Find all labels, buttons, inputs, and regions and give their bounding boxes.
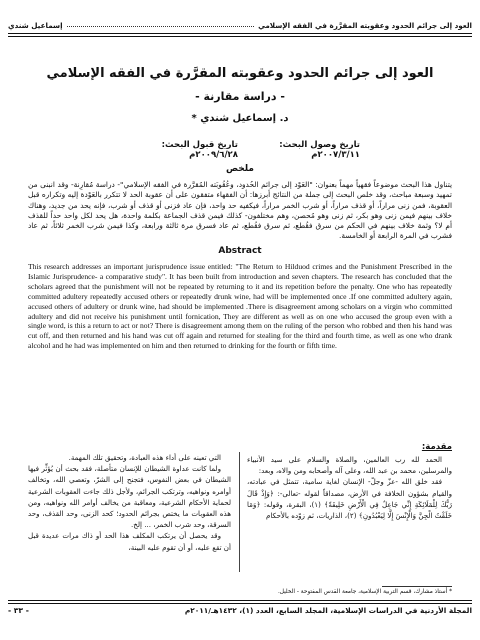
intro-right-column	[247, 440, 452, 521]
journal-name: المجلة الأردنية في الدراسات الإسلامية، المجلد السابع، العدد (١)، ١٤٣٢هـ/٢٠١١م	[184, 605, 472, 615]
intro-paragraph: الحمد لله رب العالمين، والصلاة والسلام على سيد الأنبياء والمرسلين، محمد بن عبد الله، وعلى آله وأصحابه ومن والاه، وبعد:	[247, 455, 452, 476]
running-header	[8, 14, 472, 30]
intro-heading: مقدمة:	[421, 442, 452, 452]
header-rule	[8, 33, 472, 34]
english-abstract-text: This research addresses an important jurisprudence issue entitled: "The Return to Hilduod crimes and the Punishment Prescribed in the Islamic Jurisprudence- a comparative study". It has been built from introduction and seven chapters. The research has concluded that the scholars agreed that the punishment will not be repeated by returning to it and its repetition before the penalty. One who has repeatedly committed adultery repeatedly accused others or repeatedly drunk wine, had will be implemented once .If one committed adultery again, accused others of adultery or drunk wine, had should be implemented .There is disagreement among scholars on a virgin who committed adultery and did not receive his punishment until fornication, They are different as well as on one who accused the group even with a single word, is this a return to act or not? There is disagreement among them on the ruling of the person who robbed and then his hand was cut off, and then returned and his hand was cut off again and returned for stealing for the third and fourth time, as well as one who drank alcohol and he had was implemented on him and then returned to drinking for the fourth or fifth time.	[28, 262, 452, 351]
intro-left-column	[28, 452, 231, 553]
received-date: تاريخ وصول البحث: ٢٠٠٧/٣/١١م	[279, 140, 360, 160]
page-footer	[8, 603, 472, 617]
intro-paragraph: فقد خلق الله -عزّ وجلّ- الإنسان لغاية سامية، تتمثل في عبادته، والقيام بشؤون الخلافة في الأرض، مصداقاً لقوله -تعالى-: ﴿وَإِذْ قَالَ رَبُّكَ لِلْمَلَائِكَةِ إِنِّي جَاعِلٌ فِي الْأَرْضِ خَلِيفَةً﴾ (١)، البقرة، وقوله: ﴿وَمَا خَلَقْتُ الْجِنَّ وَالْإِنْسَ إِلَّا لِيَعْبُدُونِ﴾ (٢)، الذاريات، ثم زوّده بالأحكام	[247, 477, 452, 521]
english-abstract-heading: Abstract	[218, 246, 262, 256]
arabic-abstract-heading: ملخص	[225, 164, 254, 174]
accepted-date: تاريخ قبول البحث: ٢٠٠٩/٦/٢٨م	[161, 140, 238, 160]
intro-paragraph: وقد يحصل أن يرتكب المكلف هذا الحد أو ذاك مرات عديدة قبل أن تقع عليه، أو أن تقوم عليه البينة،	[28, 531, 231, 552]
dotted-leader	[67, 26, 255, 27]
running-header-author: إسماعيل شندي	[8, 21, 63, 30]
footnote-rule	[382, 586, 452, 587]
paper-subtitle: - دراسة مقارنة -	[195, 90, 285, 103]
submission-dates	[120, 140, 360, 160]
page-number: - ٣٣ -	[8, 605, 29, 615]
author-footnote: * أستاذ مشارك، قسم التربية الإسلامية، جامعة القدس المفتوحة - الخليل.	[277, 589, 452, 595]
running-header-title: العود إلى جرائم الحدود وعقوبته المقرَّرة في الفقه الإسلامي	[258, 21, 472, 30]
footer-rule	[8, 600, 472, 601]
arabic-abstract-text: يتناول هذا البحث موضوعاً فقهياً مهماً بعنوان: "العَوْد إلى جرائم الحُدود، وعُقُوبَته المُقرَّرة في الفقه الإسلامي"- دراسة مُقارِنة- وقد انبنى من تمهيد وسبعة مباحث، وقد خلص البحث إلى جملة من النتائج أبرزها: أن الفقهاء متفقون على أن عقوبة الحد لا تتكرر بالعَوْدة إليه وتكراره قبل العقوبة، فمن زنى مراراً، أو قذف مراراً، أو شرب الخمر مراراً، فيكفيه حد واحد، فإن عاد فزنى أو قذف أو شرب، فإنه يحد من جديد، وهناك خلاف بينهم فيمن زنى وهو بكر، ثم زنى وهو مُحصن، وهم مختلفون- كذلك فيمن قذف الجماعة بكلمة واحدة، هل يحد لكل واحد حداً للقذف أم لا؟ وثمة خلاف بينهم في الحكم من سرق فقُطع، ثم سرق فقُطع، ثم عاد فسرق مرة ثالثة ورابعة، وكذا فيمن شرب الخمر ثلاثاً، ثم عاد فشرب في المرة الرابعة أو الخامسة.	[28, 180, 452, 241]
paper-title: العود إلى جرائم الحدود وعقوبته المقرَّرة في الفقه الإسلامي	[46, 66, 434, 81]
intro-paragraph: التي تعينه على أداء هذه العبادة، وتحقيق تلك المهمة.	[68, 453, 221, 462]
column-divider	[239, 452, 240, 572]
intro-paragraph: ولما كانت عداوة الشيطان للإنسان متأصلة، فقد بحث أن يُؤثِّر فيها الشيطان في بعض النفوس، فتجنح إلى الشرّ، وتعصي الله، وتخالف أوامره ونواهيه، وترتكب الجرائم، ولأجل ذلك جاءت العقوبات الشرعية لحماية الأحكام الشرعية، ومعاقبة من يخالف أوامر الله ونواهيه، ومن هذه العقوبات ما يختص بجرائم الحدود؛ كحد الزنى، وحد القذف، وحد السرقة، وحد شرب الخمر، ... إلخ.	[28, 464, 231, 530]
paper-author: د. إسماعيل شندي *	[191, 113, 289, 124]
